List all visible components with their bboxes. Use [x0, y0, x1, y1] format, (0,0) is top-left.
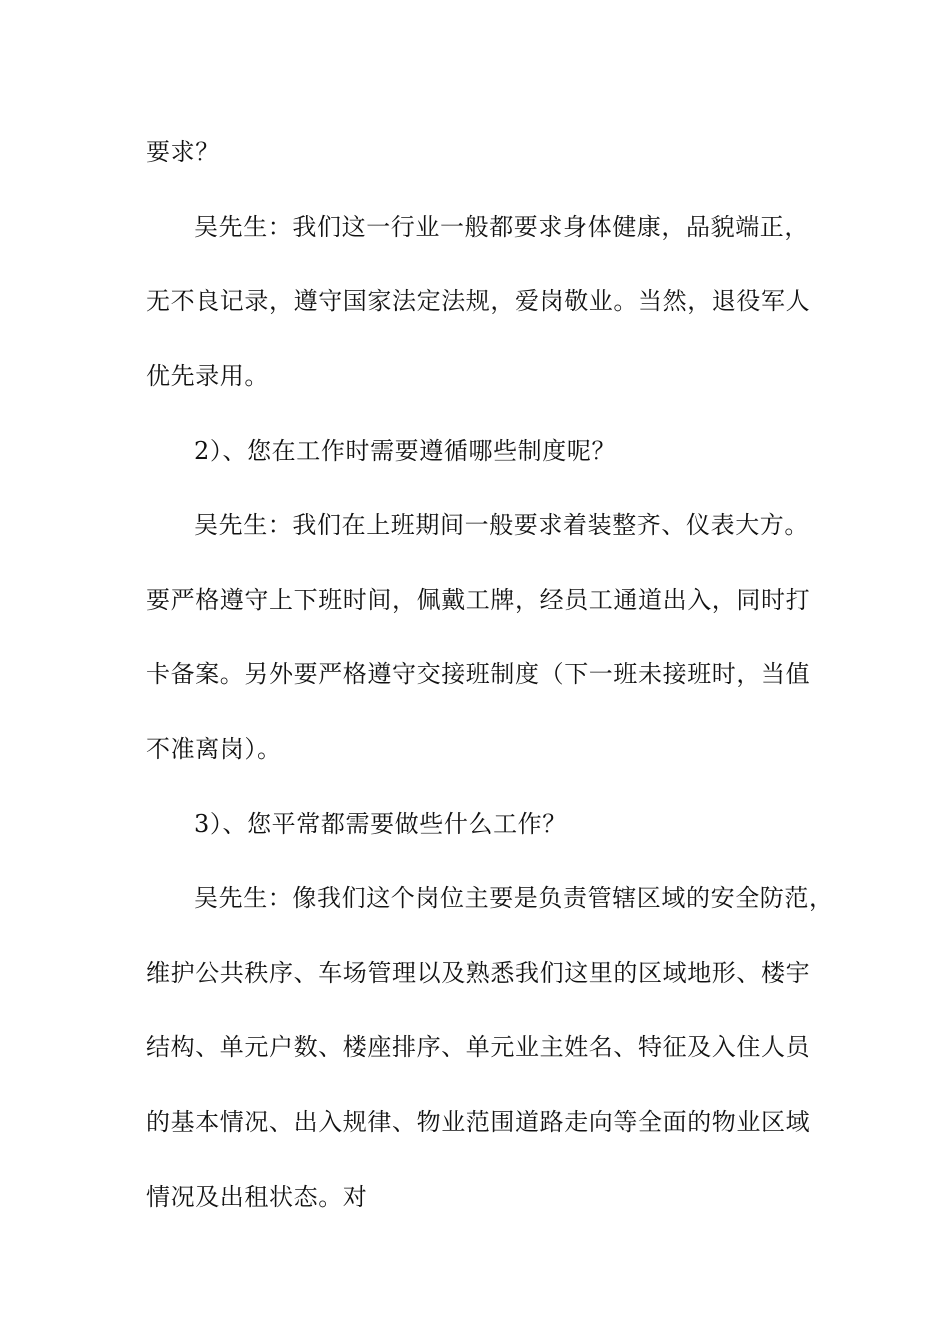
paragraph-first-line: 吴先生：我们在上班期间一般要求着装整齐、仪表大方。: [194, 511, 809, 539]
text-line: 要严格遵守上下班时间，佩戴工牌，经员工通道出入，同时打: [146, 586, 811, 614]
text-line: 的基本情况、出入规律、物业范围道路走向等全面的物业区域: [146, 1108, 811, 1136]
text-line: 卡备案。另外要严格遵守交接班制度（下一班未接班时，当值: [146, 660, 811, 688]
text-line: 要求？: [146, 138, 220, 166]
text-line: 无不良记录，遵守国家法定法规，爱岗敬业。当然，退役军人: [146, 287, 811, 315]
question-heading: 2）、您在工作时需要遵循哪些制度呢？: [194, 437, 617, 465]
text-line: 结构、单元户数、楼座排序、单元业主姓名、特征及入住人员: [146, 1033, 811, 1061]
text-line: 不准离岗）。: [146, 735, 282, 763]
paragraph-first-line: 吴先生：像我们这个岗位主要是负责管辖区域的安全防范，: [194, 884, 834, 912]
text-line: 维护公共秩序、车场管理以及熟悉我们这里的区域地形、楼宇: [146, 959, 811, 987]
question-heading: 3）、您平常都需要做些什么工作？: [194, 810, 567, 838]
text-line: 情况及出租状态。对: [146, 1183, 368, 1211]
paragraph-first-line: 吴先生：我们这一行业一般都要求身体健康，品貌端正，: [194, 213, 809, 241]
text-line: 优先录用。: [146, 362, 269, 390]
